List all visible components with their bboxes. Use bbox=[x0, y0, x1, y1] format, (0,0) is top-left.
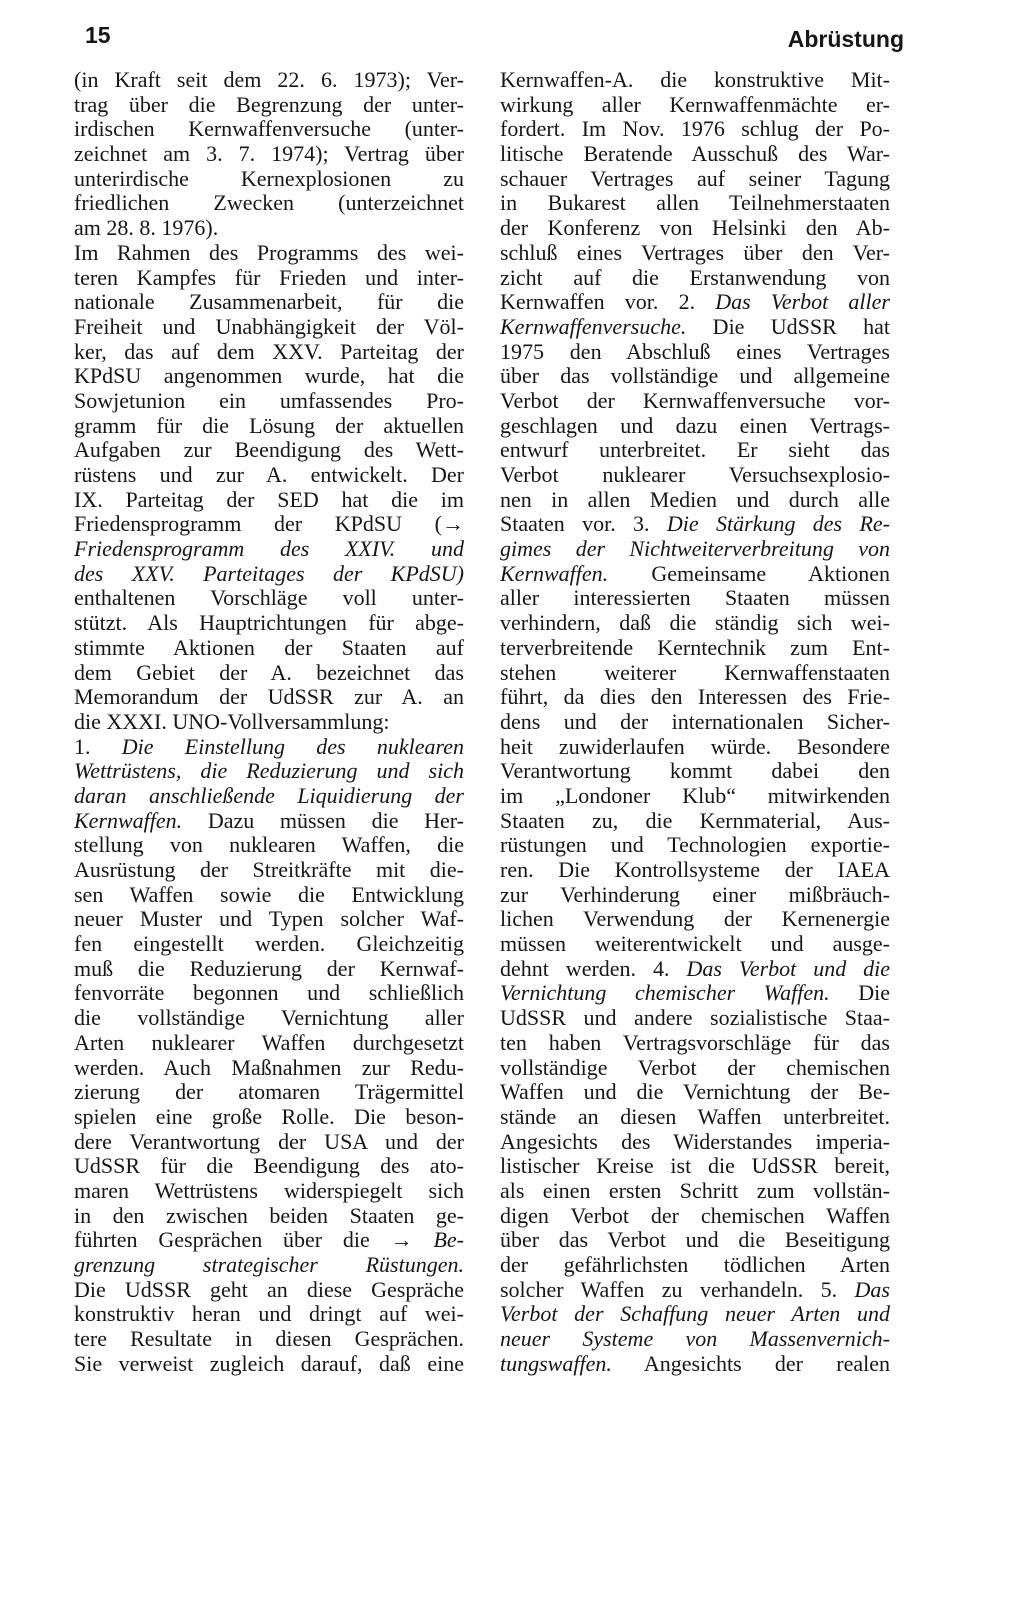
text-line bbox=[500, 1154, 890, 1179]
text-line bbox=[500, 759, 890, 784]
italic-text-run: Kernwaffen. bbox=[500, 561, 609, 586]
text-line bbox=[74, 685, 464, 710]
text-run: dere Verantwortung der USA und der bbox=[74, 1129, 464, 1154]
text-run: im „Londoner Klub“ mitwirkenden bbox=[500, 783, 890, 808]
text-run: (in Kraft seit dem 22. 6. 1973); Ver- bbox=[74, 68, 464, 92]
text-line bbox=[74, 735, 464, 760]
text-run: fordert. Im Nov. 1976 schlug der Po- bbox=[500, 117, 890, 142]
text-run: fenvorräte begonnen und schließlich bbox=[74, 981, 464, 1006]
text-line bbox=[500, 636, 890, 661]
text-run: Arten nuklearer Waffen durchgesetzt bbox=[74, 1030, 464, 1055]
text-run: heit zuwiderlaufen würde. Besondere bbox=[500, 734, 890, 759]
text-run: geschlagen und dazu einen Vertrags- bbox=[500, 413, 890, 438]
text-line bbox=[500, 463, 890, 488]
text-line bbox=[74, 142, 464, 167]
text-line bbox=[74, 1179, 464, 1204]
italic-text-run: tungswaffen. bbox=[500, 1351, 612, 1376]
italic-text-run: neuer Systeme von Massenvernich- bbox=[500, 1327, 890, 1352]
text-line bbox=[74, 1228, 464, 1253]
text-run: Waffen und die Vernichtung der Be- bbox=[500, 1080, 890, 1105]
text-run: Freiheit und Unabhängigkeit der Völ- bbox=[74, 314, 464, 339]
italic-text-run: Das bbox=[854, 1277, 890, 1302]
text-run: enthaltenen Vorschläge voll unter- bbox=[74, 586, 464, 611]
italic-text-run: Kernwaffen. bbox=[74, 808, 183, 833]
page-number: 15 bbox=[85, 22, 111, 48]
text-line bbox=[500, 1080, 890, 1105]
text-line bbox=[74, 93, 464, 118]
text-run: teren Kampfes für Frieden und inter- bbox=[74, 265, 464, 290]
text-line bbox=[74, 858, 464, 883]
text-run: Angesichts des Widerstandes imperia- bbox=[500, 1129, 890, 1154]
text-line bbox=[500, 290, 890, 315]
text-line bbox=[74, 833, 464, 858]
text-run: Gemeinsame Aktionen bbox=[608, 561, 890, 586]
text-line bbox=[74, 389, 464, 414]
text-line bbox=[74, 216, 464, 241]
text-line bbox=[500, 883, 890, 908]
text-line bbox=[74, 117, 464, 142]
text-run: Sowjetunion ein umfassendes Pro- bbox=[74, 388, 464, 413]
text-run: Die UdSSR geht an diese Gespräche bbox=[74, 1277, 464, 1302]
text-line bbox=[74, 315, 464, 340]
text-run: der gefährlichsten tödlichen Arten bbox=[500, 1253, 890, 1277]
text-run: trag über die Begrenzung der unter- bbox=[74, 92, 464, 117]
text-line bbox=[500, 1278, 890, 1303]
text-line bbox=[500, 537, 890, 562]
text-line bbox=[500, 488, 890, 513]
text-run: die vollständige Vernichtung aller bbox=[74, 1006, 464, 1031]
text-line bbox=[500, 241, 890, 266]
text-run: müssen weiterentwickelt und ausge- bbox=[500, 932, 890, 957]
text-line bbox=[74, 636, 464, 661]
text-line bbox=[74, 1056, 464, 1081]
text-run: digen Verbot der chemischen Waffen bbox=[500, 1203, 890, 1228]
text-run: dens und der internationalen Sicher- bbox=[500, 709, 890, 734]
section-title: Abrüstung bbox=[787, 26, 904, 52]
text-run: die XXXI. UNO-Vollversammlung: bbox=[74, 709, 390, 734]
text-run: Die bbox=[829, 981, 890, 1006]
text-run: friedlichen Zwecken (unterzeichnet bbox=[74, 191, 464, 216]
text-run: UdSSR für die Beendigung des ato- bbox=[74, 1154, 464, 1179]
text-line bbox=[500, 661, 890, 686]
text-line bbox=[74, 1253, 464, 1278]
text-run: Staaten zu, die Kernmaterial, Aus- bbox=[500, 808, 890, 833]
text-run: wirkung aller Kernwaffenmächte er- bbox=[500, 92, 890, 117]
text-run: KPdSU angenommen wurde, hat die bbox=[74, 364, 464, 389]
text-run: Staaten vor. 3. bbox=[500, 512, 667, 537]
text-line bbox=[500, 784, 890, 809]
text-line bbox=[500, 1130, 890, 1155]
italic-text-run: Wettrüstens, die Reduzierung und sich bbox=[74, 759, 464, 784]
text-run: ten haben Vertragsvorschläge für das bbox=[500, 1030, 890, 1055]
text-run: nen in allen Medien und durch alle bbox=[500, 487, 890, 512]
text-run: verhindern, daß die ständig sich wei- bbox=[500, 611, 890, 636]
italic-text-run: Verbot der Schaffung neuer Arten und bbox=[500, 1302, 890, 1327]
italic-text-run: Vernichtung chemischer Waffen. bbox=[500, 981, 830, 1006]
text-line bbox=[500, 340, 890, 365]
text-line bbox=[74, 586, 464, 611]
right-text-column bbox=[500, 68, 890, 1376]
text-line bbox=[500, 1105, 890, 1130]
text-run: Sie verweist zugleich darauf, daß eine bbox=[74, 1351, 464, 1376]
text-line bbox=[500, 364, 890, 389]
text-line bbox=[74, 364, 464, 389]
text-run: über das vollständige und allgemeine bbox=[500, 364, 890, 389]
text-run: UdSSR und andere sozialistische Staa- bbox=[500, 1006, 890, 1031]
text-line bbox=[500, 1204, 890, 1229]
text-run: IX. Parteitag der SED hat die im bbox=[74, 487, 464, 512]
text-line bbox=[500, 389, 890, 414]
text-line bbox=[74, 191, 464, 216]
text-run: 1975 den Abschluß eines Vertrages bbox=[500, 339, 890, 364]
text-line bbox=[500, 117, 890, 142]
text-line bbox=[500, 611, 890, 636]
text-line bbox=[74, 1080, 464, 1105]
text-line bbox=[500, 93, 890, 118]
text-run: über das Verbot und die Beseitigung bbox=[500, 1228, 890, 1253]
text-line bbox=[74, 710, 464, 735]
text-run: Ausrüstung der Streitkräfte mit die- bbox=[74, 858, 464, 882]
text-line bbox=[74, 1278, 464, 1303]
text-line bbox=[500, 1352, 890, 1377]
text-run: listischer Kreise ist die UdSSR bereit, bbox=[500, 1154, 890, 1179]
text-run: führten Gesprächen über die → bbox=[74, 1228, 434, 1253]
text-line bbox=[74, 759, 464, 784]
text-run: rüstungen und Technologien exportie- bbox=[500, 833, 890, 858]
text-line bbox=[500, 858, 890, 883]
text-line bbox=[500, 710, 890, 735]
text-line bbox=[500, 191, 890, 216]
text-line bbox=[500, 68, 890, 93]
text-run: konstruktiv heran und dringt auf wei- bbox=[74, 1302, 464, 1327]
text-line bbox=[74, 1006, 464, 1031]
text-line bbox=[74, 661, 464, 686]
text-run: zeichnet am 3. 7. 1974); Vertrag über bbox=[74, 142, 464, 167]
text-run: Verantwortung kommt dabei den bbox=[500, 759, 890, 784]
text-line bbox=[74, 1302, 464, 1327]
text-run: dehnt werden. 4. bbox=[500, 956, 687, 981]
italic-text-run: daran anschließende Liquidierung der bbox=[74, 783, 464, 808]
text-run: ren. Die Kontrollsysteme der IAEA bbox=[500, 858, 890, 882]
text-line bbox=[74, 414, 464, 439]
text-run: vollständige Verbot der chemischen bbox=[500, 1055, 890, 1080]
text-line bbox=[74, 241, 464, 266]
text-line bbox=[500, 266, 890, 291]
text-run: Die UdSSR hat bbox=[686, 314, 890, 339]
text-line bbox=[500, 1228, 890, 1253]
text-run: litische Beratende Ausschuß des War- bbox=[500, 142, 890, 167]
text-line bbox=[500, 1253, 890, 1278]
text-line bbox=[74, 1105, 464, 1130]
text-line bbox=[74, 1352, 464, 1377]
text-line bbox=[74, 512, 464, 537]
text-line bbox=[500, 907, 890, 932]
text-run: stellung von nuklearen Waffen, die bbox=[74, 833, 464, 858]
text-run: stehen weiterer Kernwaffenstaaten bbox=[500, 660, 890, 685]
text-run: Im Rahmen des Programms des wei- bbox=[74, 240, 464, 265]
italic-text-run: grenzung strategischer Rüstungen. bbox=[74, 1253, 464, 1277]
text-run: Dazu müssen die Her- bbox=[182, 808, 464, 833]
text-run: unterirdische Kernexplosionen zu bbox=[74, 166, 464, 191]
text-line bbox=[500, 833, 890, 858]
text-run: maren Wettrüstens widerspiegelt sich bbox=[74, 1178, 464, 1203]
text-line bbox=[500, 512, 890, 537]
text-run: schluß eines Vertrages über den Ver- bbox=[500, 240, 890, 265]
text-run: Verbot nuklearer Versuchsexplosio- bbox=[500, 463, 890, 487]
text-line bbox=[74, 1154, 464, 1179]
text-run: solcher Waffen zu verhandeln. 5. bbox=[500, 1277, 855, 1302]
text-line bbox=[500, 142, 890, 167]
text-run: Kernwaffen-A. die konstruktive Mit- bbox=[500, 68, 890, 92]
text-run: stützt. Als Hauptrichtungen für abge- bbox=[74, 611, 464, 636]
text-line bbox=[74, 611, 464, 636]
text-line bbox=[500, 216, 890, 241]
italic-text-run: Das Verbot und die bbox=[686, 956, 890, 981]
text-line bbox=[500, 957, 890, 982]
text-run: Angesichts der realen bbox=[611, 1351, 890, 1376]
italic-text-run: des XXV. Parteitages der KPdSU) bbox=[74, 561, 464, 586]
text-run: Memorandum der UdSSR zur A. an bbox=[74, 685, 464, 710]
text-run: lichen Verwendung der Kernenergie bbox=[500, 907, 890, 932]
text-line bbox=[74, 932, 464, 957]
text-run: in Bukarest allen Teilnehmerstaaten bbox=[500, 191, 890, 216]
text-run: dem Gebiet der A. bezeichnet das bbox=[74, 660, 464, 685]
text-line bbox=[500, 414, 890, 439]
text-line bbox=[74, 488, 464, 513]
text-run: neuer Muster und Typen solcher Waf- bbox=[74, 907, 464, 932]
text-run: als einen ersten Schritt zum vollstän- bbox=[500, 1178, 890, 1203]
text-run: in den zwischen beiden Staaten ge- bbox=[74, 1203, 464, 1228]
text-run: 1. bbox=[74, 734, 122, 759]
left-text-column bbox=[74, 68, 464, 1376]
text-line bbox=[74, 340, 464, 365]
text-run: schauer Vertrages auf seiner Tagung bbox=[500, 166, 890, 191]
text-run: ker, das auf dem XXV. Parteitag der bbox=[74, 339, 464, 364]
text-line bbox=[74, 438, 464, 463]
text-line bbox=[500, 735, 890, 760]
text-line bbox=[500, 809, 890, 834]
text-line bbox=[74, 981, 464, 1006]
text-run: rüstens und zur A. entwickelt. Der bbox=[74, 463, 464, 487]
text-line bbox=[74, 167, 464, 192]
text-run: Kernwaffen vor. 2. bbox=[500, 290, 716, 315]
text-run: stimmte Aktionen der Staaten auf bbox=[74, 635, 464, 660]
text-line bbox=[500, 981, 890, 1006]
text-line bbox=[74, 266, 464, 291]
text-run: zierung der atomaren Trägermittel bbox=[74, 1080, 464, 1105]
italic-text-run: gimes der Nichtweiterverbreitung von bbox=[500, 537, 890, 562]
text-line bbox=[500, 932, 890, 957]
text-run: irdischen Kernwaffenversuche (unter- bbox=[74, 117, 464, 142]
text-run: zur Verhinderung einer mißbräuch- bbox=[500, 882, 890, 907]
text-line bbox=[500, 1006, 890, 1031]
text-run: entwurf unterbreitet. Er sieht das bbox=[500, 438, 890, 463]
text-line bbox=[74, 784, 464, 809]
text-run: muß die Reduzierung der Kernwaf- bbox=[74, 956, 464, 981]
text-run: Friedensprogramm der KPdSU (→ bbox=[74, 512, 464, 537]
text-line bbox=[500, 1327, 890, 1352]
text-line bbox=[74, 1327, 464, 1352]
text-run: terverbreitende Kerntechnik zum Ent- bbox=[500, 635, 890, 660]
text-line bbox=[74, 562, 464, 587]
text-run: spielen eine große Rolle. Die beson- bbox=[74, 1104, 464, 1129]
text-line bbox=[74, 463, 464, 488]
italic-text-run: Die Einstellung des nuklearen bbox=[121, 734, 464, 759]
text-run: sen Waffen sowie die Entwicklung bbox=[74, 882, 464, 907]
text-line bbox=[500, 1031, 890, 1056]
text-run: Verbot der Kernwaffenversuche vor- bbox=[500, 388, 890, 413]
italic-text-run: Kernwaffenversuche. bbox=[500, 314, 687, 339]
text-run: aller interessierten Staaten müssen bbox=[500, 586, 890, 611]
text-line bbox=[500, 315, 890, 340]
text-line bbox=[74, 883, 464, 908]
text-run: stände an diesen Waffen unterbreitet. bbox=[500, 1104, 890, 1129]
text-run: werden. Auch Maßnahmen zur Redu- bbox=[74, 1055, 464, 1080]
text-run: gramm für die Lösung der aktuellen bbox=[74, 413, 464, 438]
text-line bbox=[500, 685, 890, 710]
text-line bbox=[74, 1031, 464, 1056]
italic-text-run: Friedensprogramm des XXIV. und bbox=[74, 537, 464, 562]
text-line bbox=[74, 1130, 464, 1155]
text-run: zicht auf die Erstanwendung von bbox=[500, 265, 890, 290]
text-run: der Konferenz von Helsinki den Ab- bbox=[500, 216, 890, 241]
italic-text-run: Be- bbox=[433, 1228, 464, 1253]
text-run: tere Resultate in diesen Gesprächen. bbox=[74, 1327, 464, 1352]
text-line bbox=[74, 537, 464, 562]
text-line bbox=[500, 1179, 890, 1204]
text-line bbox=[74, 907, 464, 932]
text-run: am 28. 8. 1976). bbox=[74, 216, 219, 241]
text-line bbox=[500, 562, 890, 587]
text-line bbox=[74, 809, 464, 834]
italic-text-run: Das Verbot aller bbox=[715, 290, 890, 315]
text-run: nationale Zusammenarbeit, für die bbox=[74, 290, 464, 315]
text-line bbox=[74, 957, 464, 982]
text-line bbox=[500, 1302, 890, 1327]
text-line bbox=[500, 167, 890, 192]
text-line bbox=[500, 438, 890, 463]
text-line bbox=[500, 586, 890, 611]
italic-text-run: Die Stärkung des Re- bbox=[666, 512, 890, 537]
text-line bbox=[74, 68, 464, 93]
text-run: führt, da dies den Interessen des Frie- bbox=[500, 685, 890, 710]
text-run: Aufgaben zur Beendigung des Wett- bbox=[74, 438, 464, 463]
text-run: fen eingestellt werden. Gleichzeitig bbox=[74, 932, 464, 957]
text-line bbox=[500, 1056, 890, 1081]
text-line bbox=[74, 1204, 464, 1229]
text-line bbox=[74, 290, 464, 315]
